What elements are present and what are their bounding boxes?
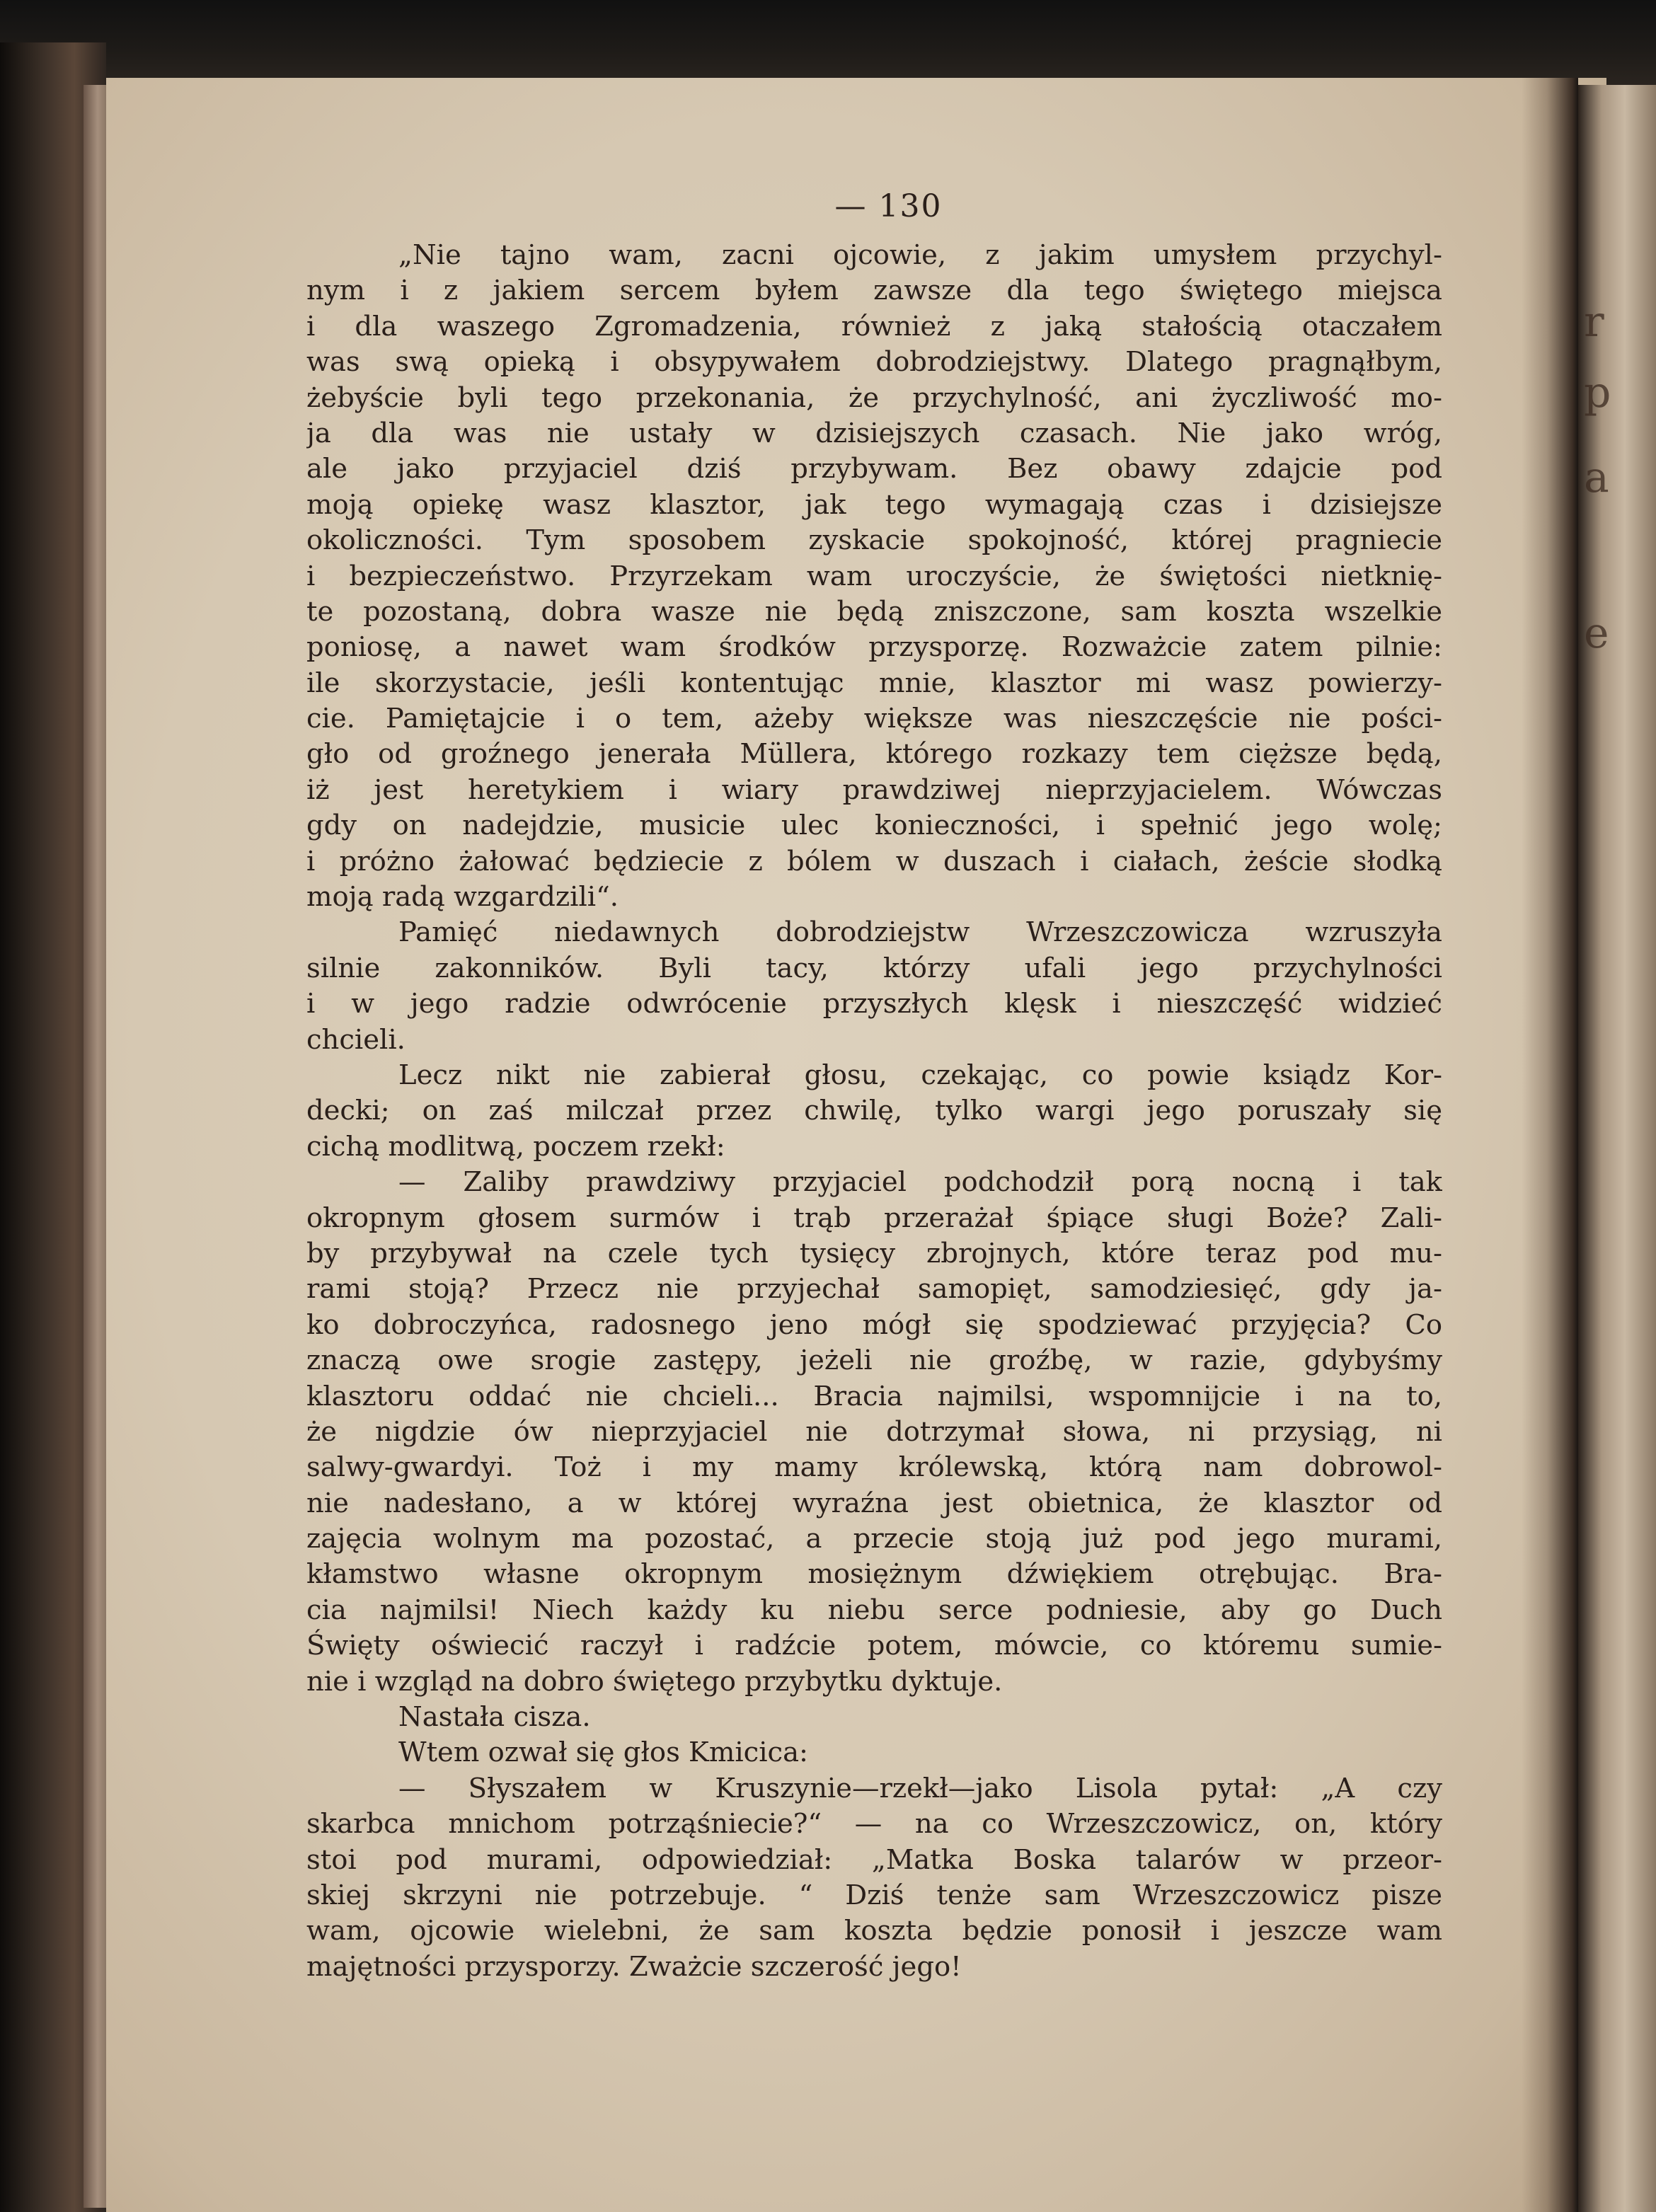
text-line: cie. Pamiętajcie i o tem, ażeby większe was nieszczęście nie pości- [306,703,1442,735]
text-line: i próżno żałować będziecie z bólem w duszach i ciałach, żeście słodką [306,845,1442,877]
text-line: Lecz nikt nie zabierał głosu, czekając, co powie ksiądz Kor- [398,1059,1442,1091]
text-line: gdy on nadejdzie, musicie ulec konieczności, i spełnić jego wolę; [306,810,1442,842]
text-line: klasztoru oddać nie chcieli... Bracia najmilsi, wspomnijcie i na to, [306,1380,1442,1412]
text-line: nym i z jakiem sercem byłem zawsze dla tego świętego miejsca [306,275,1442,307]
text-line: was swą opieką i obsypywałem dobrodziejstwy. Dlatego pragnąłbym, [306,346,1442,379]
text-line: nie nadesłano, a w której wyraźna jest obietnica, że klasztor od [306,1487,1442,1519]
text-line: nie i wzgląd na dobro świętego przybytku dyktuje. [306,1665,1003,1698]
book-gutter [1522,78,1578,2212]
text-line: ko dobroczyńca, radosnego jeno mógł się spodziewać przyjęcia? Co [306,1308,1442,1341]
text-line: i dla waszego Zgromadzenia, również z jaką stałością otaczałem [306,310,1442,342]
text-line: by przybywał na czele tych tysięcy zbrojnych, które teraz pod mu- [306,1237,1442,1269]
text-line: chcieli. [306,1023,406,1056]
text-line: silnie zakonników. Byli tacy, którzy ufali jego przychylności [306,952,1442,984]
text-line: ile skorzystacie, jeśli kontentując mnie, klasztor mi wasz powierzy- [306,667,1442,699]
scan-top-edge [0,0,1656,85]
text-line: decki; on zaś milczał przez chwilę, tylko wargi jego poruszały się [306,1095,1442,1127]
facing-page-letter: r [1584,297,1604,347]
text-line: — Zaliby prawdziwy przyjaciel podchodził porą nocną i tak [398,1166,1442,1199]
facing-page-letter: p [1584,368,1611,417]
text-line: Wtem ozwał się głos Kmicica: [398,1736,809,1769]
text-line: żebyście byli tego przekonania, że przychylność, ani życzliwość mo- [306,381,1442,414]
text-lines [306,238,1442,1985]
text-line: cia najmilsi! Niech każdy ku niebu serce podniesie, aby go Duch [306,1594,1442,1626]
text-line: gło od groźnego jenerała Müllera, którego rozkazy tem cięższe będą, [306,738,1442,771]
text-line: kłamstwo własne okropnym mosiężnym dźwiękiem otrębując. Bra- [306,1558,1442,1591]
text-line: okropnym głosem surmów i trąb przerażał śpiące sługi Boże? Zali- [306,1202,1442,1234]
text-line: i w jego radzie odwrócenie przyszłych klęsk i nieszczęść widzieć [306,988,1442,1020]
text-line: salwy-gwardyi. Toż i my mamy królewską, którą nam dobrowol- [306,1451,1442,1484]
text-line: rami stoją? Przecz nie przyjechał samopięt, samodziesięć, gdy ja- [306,1273,1442,1306]
text-line: cichą modlitwą, poczem rzekł: [306,1130,725,1163]
text-line: skiej skrzyni nie potrzebuje. “ Dziś tenże sam Wrzeszczowicz pisze [306,1879,1442,1911]
text-line: znaczą owe srogie zastępy, jeżeli nie groźbę, w razie, gdybyśmy [306,1344,1442,1377]
text-line: Pamięć niedawnych dobrodziejstw Wrzeszczowicza wzruszyła [398,916,1442,949]
text-line: „Nie tajno wam, zacni ojcowie, z jakim umysłem przychyl- [398,239,1442,271]
page-text-block [306,185,1442,1985]
page-number: — 130 [834,188,943,224]
text-line: okoliczności. Tym sposobem zyskacie spokojność, której pragniecie [306,524,1442,557]
text-line: stoi pod murami, odpowiedział: „Matka Boska talarów w przeor- [306,1843,1442,1876]
facing-page-letter: a [1584,453,1609,502]
text-line: że nigdzie ów nieprzyjaciel nie dotrzymał słowa, ni przysiąg, ni [306,1415,1442,1448]
text-line: skarbca mnichom potrząśniecie?“ — na co Wrzeszczowicz, on, który [306,1808,1442,1841]
text-line: iż jest heretykiem i wiary prawdziwej nieprzyjacielem. Wówczas [306,773,1442,806]
text-line: Nastała cisza. [398,1701,591,1734]
text-line: poniosę, a nawet wam środków przysporzę. Rozważcie zatem pilnie: [306,631,1442,664]
text-line: — Słyszałem w Kruszynie—rzekł—jako Lisola pytał: „A czy [398,1772,1442,1804]
text-line: ale jako przyjaciel dziś przybywam. Bez obawy zdajcie pod [306,453,1442,485]
text-line: zajęcia wolnym ma pozostać, a przecie stoją już pod jego murami, [306,1523,1442,1555]
text-line: majętności przysporzy. Zważcie szczerość jego! [306,1950,962,1983]
text-line: te pozostaną, dobra wasze nie będą zniszczone, sam koszta wszelkie [306,595,1442,628]
text-line: ja dla was nie ustały w dzisiejszych czasach. Nie jako wróg, [306,417,1442,449]
text-line: Święty oświecić raczył i radźcie potem, mówcie, co któremu sumie- [306,1630,1442,1662]
text-line: moją radą wzgardzili“. [306,881,619,914]
facing-page-letter: e [1584,609,1609,658]
text-line: moją opiekę wasz klasztor, jak tego wymagają czas i dzisiejsze [306,488,1442,521]
text-line: wam, ojcowie wielebni, że sam koszta będzie ponosił i jeszcze wam [306,1915,1442,1947]
text-line: i bezpieczeństwo. Przyrzekam wam uroczyście, że świętości nietknię- [306,560,1442,592]
